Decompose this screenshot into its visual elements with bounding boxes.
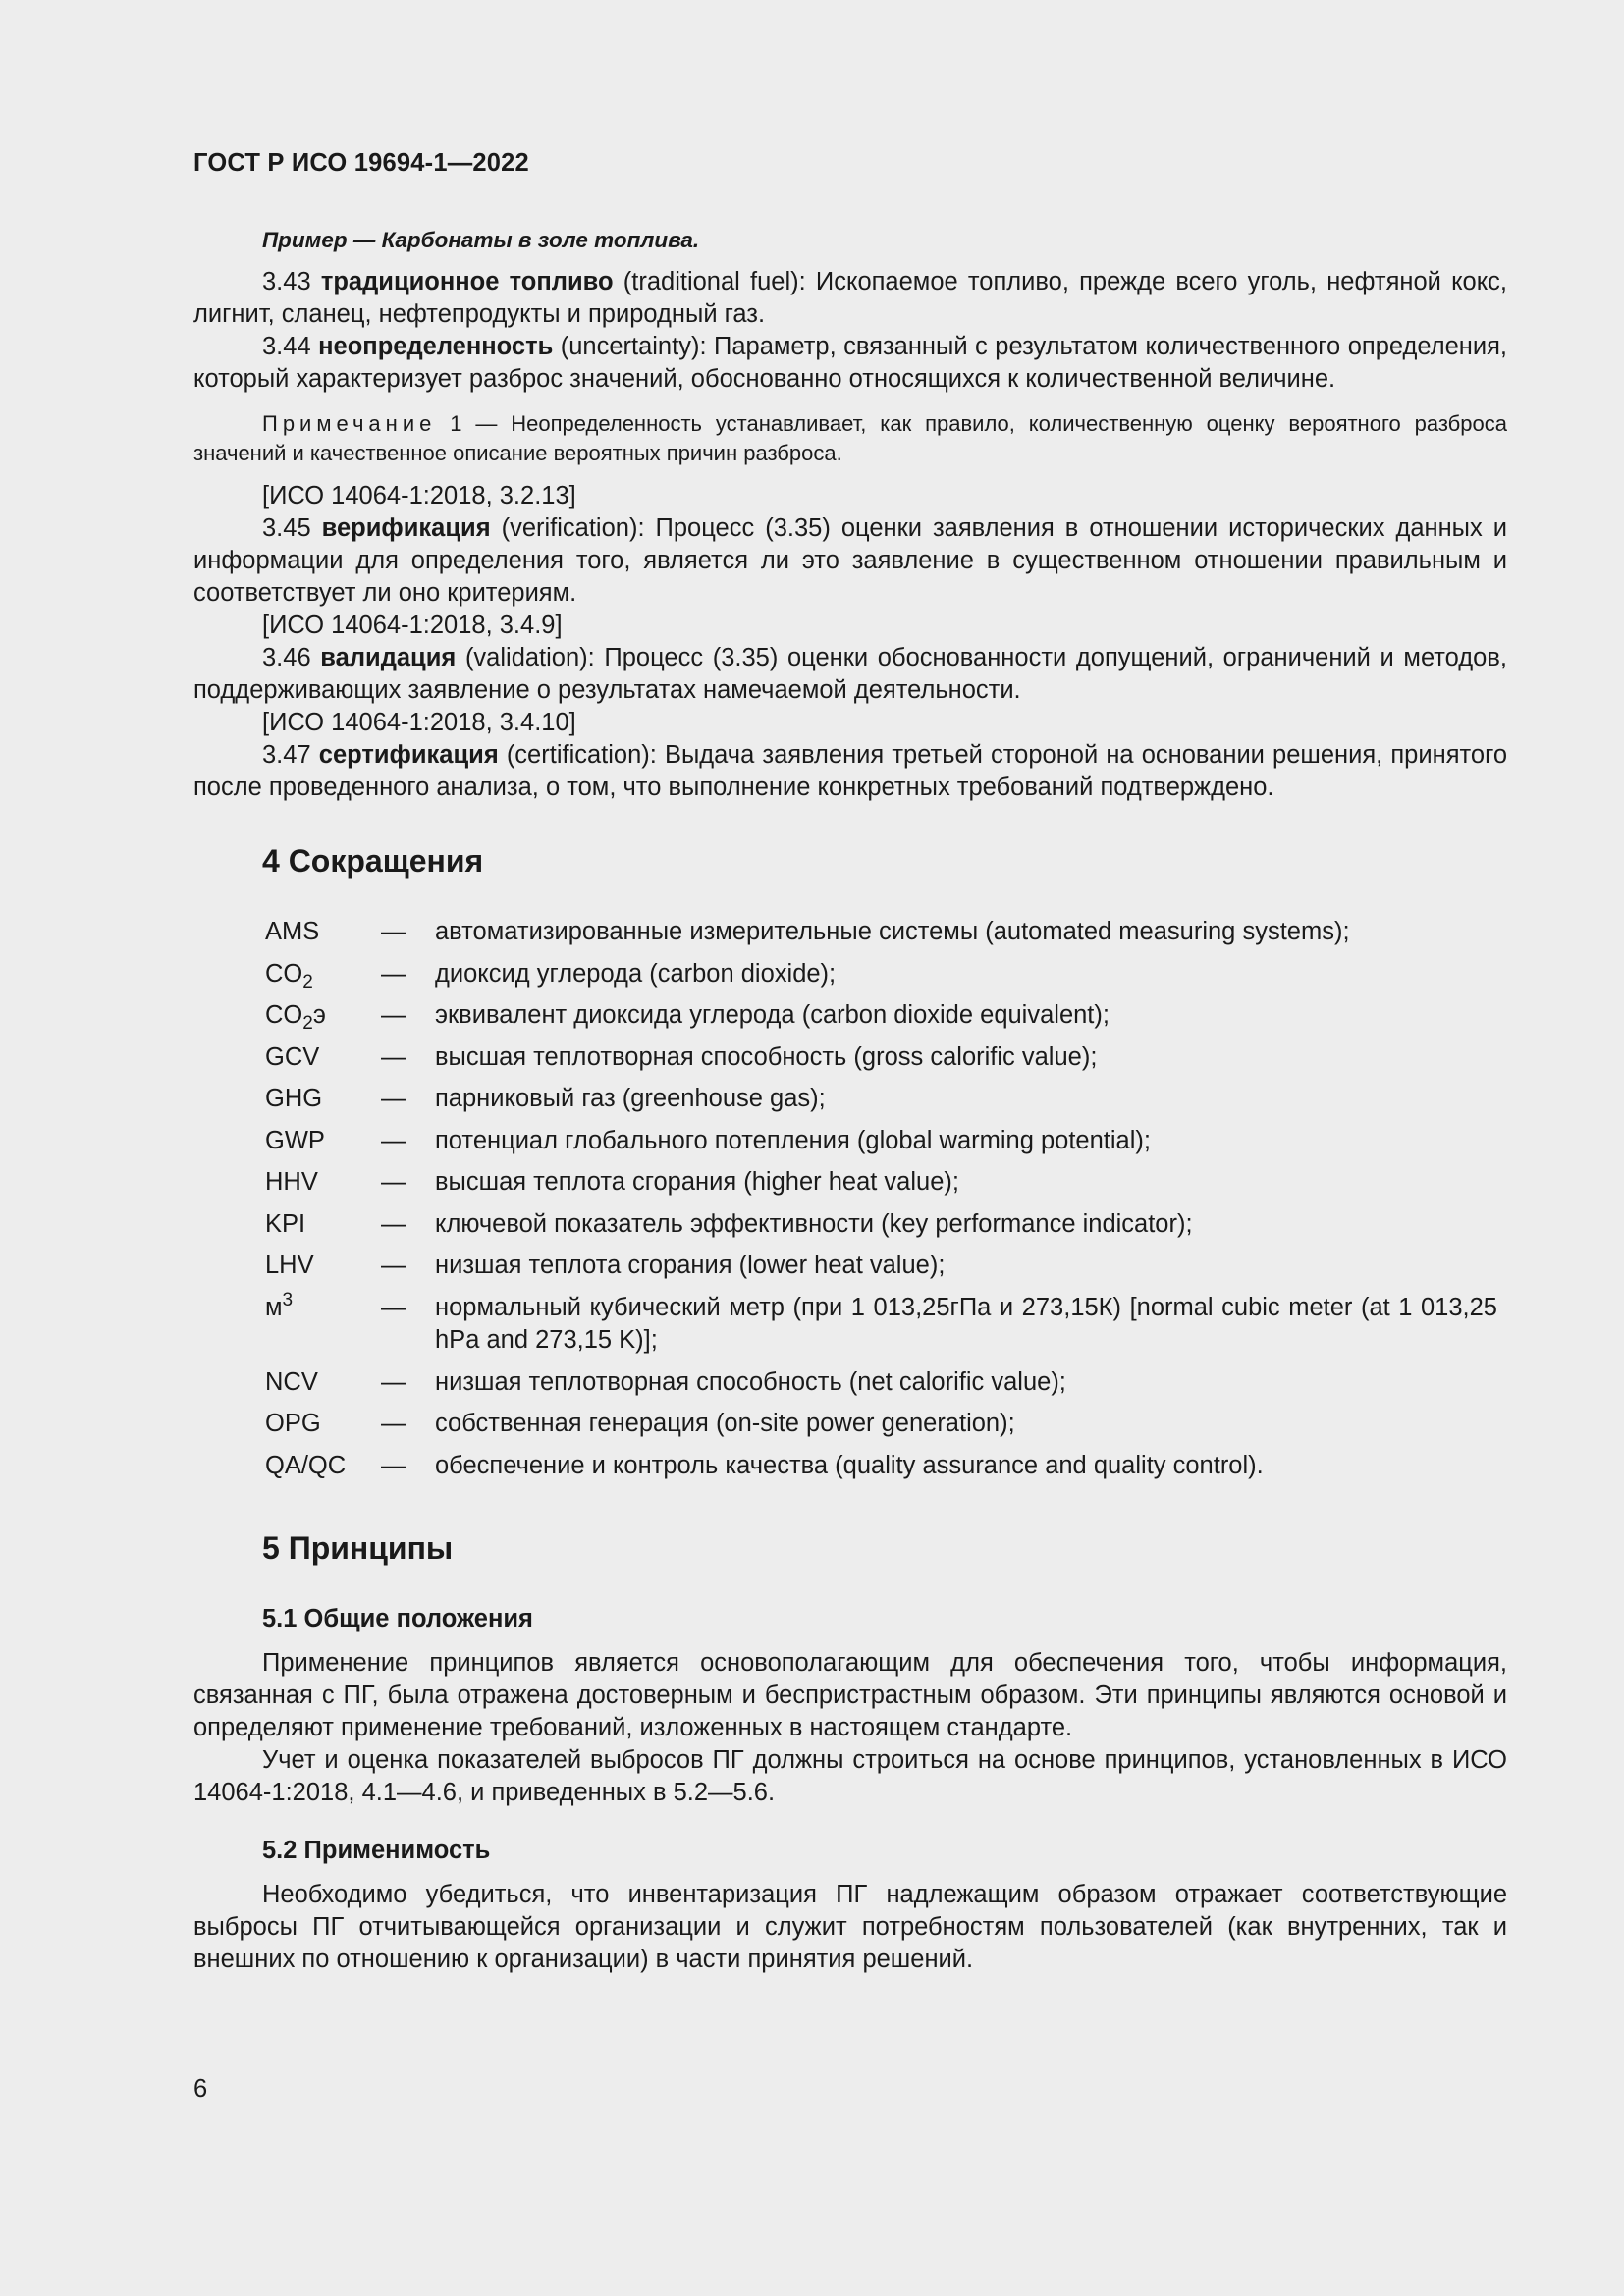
def-number: 3.45 xyxy=(262,514,311,542)
example-line: Пример — Карбонаты в золе топлива. xyxy=(262,228,700,252)
abbreviations-list xyxy=(265,916,1507,1491)
abbreviation-key: $CO_2э$ xyxy=(265,1001,326,1034)
def-number: 3.46 xyxy=(262,644,311,671)
dash: — xyxy=(381,918,406,945)
section-5-heading: 5 Принципы xyxy=(262,1530,454,1566)
dash: — xyxy=(381,959,406,988)
abbreviation-row xyxy=(265,1041,1507,1084)
abbreviation-text: собственная генерация (on-site power generation); xyxy=(435,1410,1015,1437)
definition-3-45 xyxy=(193,512,1507,610)
abbreviation-row xyxy=(265,1250,1507,1292)
abbreviation-row xyxy=(265,1083,1507,1125)
abbreviation-key: NCV xyxy=(265,1367,318,1396)
section-4-heading: 4 Сокращения xyxy=(262,843,484,879)
abbreviation-key: AMS xyxy=(265,918,320,945)
subsection-5-2-heading: 5.2 Применимость xyxy=(262,1837,491,1864)
def-term: верификация xyxy=(321,514,491,542)
def-text: (certification): Выдача заявления третьей стороной на основании решения, принятого после проведенного анализа, о том, что выполнение конкретных требований подтверждено. xyxy=(193,741,1508,801)
definition-3-44 xyxy=(193,331,1507,396)
reference-3-44: [ИСО 14064-1:2018, 3.2.13] xyxy=(262,482,576,509)
abbreviation-text: автоматизированные измерительные системы (automated measuring systems); xyxy=(435,918,1350,945)
abbreviation-row xyxy=(265,1366,1507,1409)
note-3-44 xyxy=(193,409,1507,468)
abbreviation-text: низшая теплотворная способность (net calorific value); xyxy=(435,1367,1066,1396)
abbreviation-key: GWP xyxy=(265,1126,325,1154)
paragraph: Учет и оценка показателей выбросов ПГ должны строиться на основе принципов, установленных в ИСО 14064-1:2018, 4.1—4.6, и приведенных в 5.2—5.6. xyxy=(193,1746,1507,1806)
abbreviation-key: OPG xyxy=(265,1410,321,1437)
def-number: 3.47 xyxy=(262,741,311,769)
reference-3-46: [ИСО 14064-1:2018, 3.4.10] xyxy=(262,709,576,736)
abbreviation-text: эквивалент диоксида углерода (carbon dioxide equivalent); xyxy=(435,1001,1110,1029)
abbreviation-key: $м^3$ xyxy=(265,1289,294,1321)
dash: — xyxy=(381,1410,406,1437)
abbreviation-text: нормальный кубический метр (при 1 013,25гПа и 273,15К) [normal cubic meter (at 1 013,25 hPa and 273,15 K)]; xyxy=(435,1293,1497,1354)
abbreviation-text: низшая теплота сгорания (lower heat value); xyxy=(435,1252,946,1279)
def-text: (validation): Процесс (3.35) оценки обоснованности допущений, ограничений и методов, поддерживающих заявление о результатах намечаемой деятельности. xyxy=(193,644,1507,704)
def-text: (traditional fuel): Ископаемое топливо, прежде всего уголь, нефтяной кокс, лигнит, сланец, нефтепродукты и природный газ. xyxy=(193,268,1507,328)
dash: — xyxy=(381,1126,406,1154)
def-term: неопределенность xyxy=(318,333,554,360)
paragraph: Применение принципов является основополагающим для обеспечения того, чтобы информация, связанная с ПГ, была отражена достоверным и беспристрастным образом. Эти принципы являются основой и определяют применение требований, изложенных в настоящем стандарте. xyxy=(193,1649,1507,1741)
def-term: сертификация xyxy=(318,741,499,769)
abbreviation-row xyxy=(265,1450,1507,1492)
abbreviation-key: $CO_2$ xyxy=(265,959,313,992)
dash: — xyxy=(381,1252,406,1279)
def-term: традиционное топливо xyxy=(320,268,614,295)
abbreviation-row xyxy=(265,1289,1507,1366)
note-text: 1 — Неопределенность устанавливает, как правило, количественную оценку вероятного разброса значений и качественное описание вероятных причин разброса. xyxy=(193,411,1507,465)
abbreviation-row xyxy=(265,999,1507,1041)
abbreviation-row xyxy=(265,916,1507,958)
abbreviation-text: потенциал глобального потепления (global warming potential); xyxy=(435,1126,1151,1154)
definition-3-43 xyxy=(193,266,1507,331)
abbreviation-text: обеспечение и контроль качества (quality assurance and quality control). xyxy=(435,1451,1264,1479)
abbreviation-row xyxy=(265,1208,1507,1251)
abbreviation-row xyxy=(265,1125,1507,1167)
dash: — xyxy=(381,1042,406,1071)
note-label: Примечание xyxy=(262,411,437,436)
abbreviation-key: GHG xyxy=(265,1085,323,1112)
dash: — xyxy=(381,1085,406,1112)
definition-3-46 xyxy=(193,642,1507,707)
dash: — xyxy=(381,1209,406,1238)
def-term: валидация xyxy=(320,644,457,671)
dash: — xyxy=(381,1001,406,1029)
definition-3-47 xyxy=(193,739,1507,804)
page-number: 6 xyxy=(193,2075,208,2103)
subsection-5-1-heading: 5.1 Общие положения xyxy=(262,1605,533,1632)
abbreviation-text: ключевой показатель эффективности (key performance indicator); xyxy=(435,1209,1193,1238)
abbreviation-text: высшая теплота сгорания (higher heat value); xyxy=(435,1168,959,1196)
reference-3-45: [ИСО 14064-1:2018, 3.4.9] xyxy=(262,612,563,639)
abbreviation-key: GCV xyxy=(265,1042,320,1071)
abbreviation-key: QA/QC xyxy=(265,1451,347,1479)
document-code-header: ГОСТ Р ИСО 19694-1—2022 xyxy=(193,149,529,177)
dash: — xyxy=(381,1367,406,1396)
abbreviation-row xyxy=(265,958,1507,1000)
dash: — xyxy=(381,1168,406,1196)
dash: — xyxy=(381,1451,406,1479)
abbreviation-key: KPI xyxy=(265,1209,306,1238)
abbreviation-row xyxy=(265,1166,1507,1208)
abbreviation-key: HHV xyxy=(265,1168,318,1196)
abbreviation-key: LHV xyxy=(265,1252,314,1279)
abbreviation-text: парниковый газ (greenhouse gas); xyxy=(435,1085,826,1112)
def-number: 3.43 xyxy=(262,268,311,295)
page-content xyxy=(193,224,1507,1976)
abbreviation-row xyxy=(265,1408,1507,1450)
dash: — xyxy=(381,1293,406,1321)
abbreviation-text: диоксид углерода (carbon dioxide); xyxy=(435,959,837,988)
paragraph: Необходимо убедиться, что инвентаризация ПГ надлежащим образом отражает соответствующие выбросы ПГ отчитывающейся организации и служит потребностям пользователей (как внутренних, так и внешних по отношению к организации) в части принятия решений. xyxy=(193,1881,1507,1973)
abbreviation-text: высшая теплотворная способность (gross calorific value); xyxy=(435,1042,1098,1071)
def-number: 3.44 xyxy=(262,333,311,360)
def-text: (verification): Процесс (3.35) оценки заявления в отношении исторических данных и информации для определения того, является ли это заявление в существенном отношении правильным и соответствует ли оно критериям. xyxy=(193,514,1507,607)
def-text: (uncertainty): Параметр, связанный с результатом количественного определения, который характеризует разброс значений, обоснованно относящихся к количественной величине. xyxy=(193,333,1507,393)
